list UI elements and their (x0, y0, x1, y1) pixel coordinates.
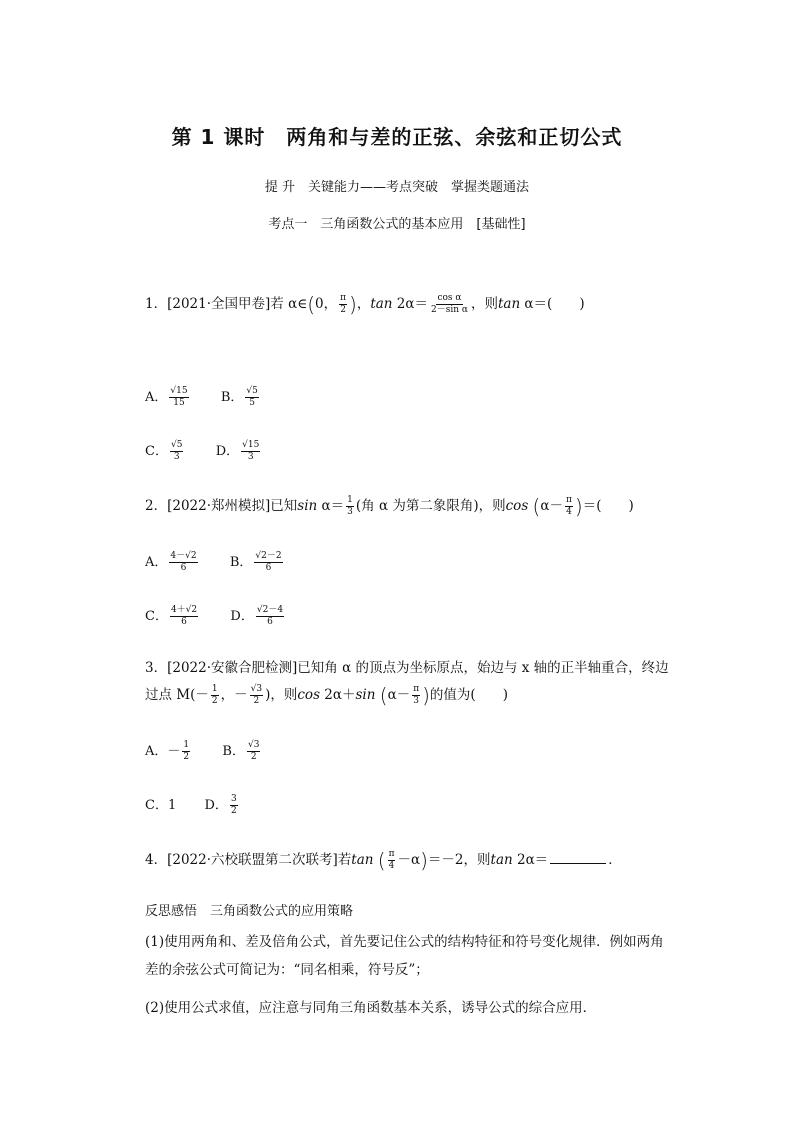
option-b-label: B． (220, 390, 244, 405)
question-source: [2022·郑州模拟] (167, 498, 271, 514)
paren: ) (574, 494, 583, 519)
option-d-value (230, 794, 238, 817)
q3-options-ab (145, 740, 262, 763)
denominator: 15 (173, 398, 185, 408)
option-a-value (169, 386, 188, 409)
option-b-value (254, 551, 282, 574)
denominator: 3 (413, 696, 420, 706)
option-d-value (256, 605, 284, 628)
denominator: 2 (230, 806, 237, 816)
numerator: √15 (170, 386, 188, 396)
numerator: 4－√2 (170, 551, 197, 561)
denominator: 4 (388, 861, 395, 871)
question-number: 4． (145, 852, 168, 868)
text: ＝－2，则 (427, 852, 491, 868)
text: α＝( ) (520, 296, 585, 312)
paren: ( (379, 683, 388, 708)
sin-func: sin (355, 687, 376, 703)
denominator: 3 (173, 452, 180, 462)
paren: ) (349, 292, 357, 317)
denominator: 2 (340, 305, 346, 315)
paren: ( (377, 848, 386, 873)
question-1 (145, 292, 585, 317)
text: 2α＝ (512, 852, 549, 868)
option-d-value (241, 440, 260, 463)
q3-options-cd (145, 794, 240, 817)
numerator: √2－2 (255, 551, 282, 561)
numerator: π (565, 495, 572, 505)
paren: ) (420, 848, 428, 873)
text: 过点 M(－ (145, 687, 209, 703)
fraction (430, 293, 469, 316)
option-d-label: D． (230, 609, 254, 624)
question-number: 1． (145, 296, 168, 312)
option-b-value (247, 740, 260, 763)
text: －α (397, 852, 421, 868)
text: ． (608, 852, 622, 868)
text: α－ (540, 498, 563, 514)
text: 的值为( ) (429, 687, 508, 703)
option-a-value (182, 740, 190, 763)
question-4 (145, 848, 622, 873)
fraction (565, 495, 573, 518)
numerator: √15 (242, 440, 260, 450)
numerator: π (413, 684, 420, 694)
question-source: [2022·安徽合肥检测] (167, 660, 298, 676)
text: 已知角 α 的顶点为坐标原点，始边与 x 轴的正半轴重合，终边 (297, 660, 669, 676)
numerator: 1 (183, 740, 190, 750)
text: 若 α∈ (270, 296, 308, 312)
numerator: 4＋√2 (170, 605, 198, 615)
denominator: 4 (566, 507, 572, 517)
reflection-point-1: (1)使用两角和、差及倍角公式，首先要记住公式的结构特征和符号变化规律．例如两角差的余弦公式可简记为：“同名相乘，符号反”； (145, 934, 664, 978)
denominator: 2－sin α (431, 305, 468, 315)
text: α＝ (317, 498, 345, 514)
numerator: √2－4 (256, 605, 284, 615)
q1-options-ab (145, 386, 261, 409)
tan-func: tan (351, 852, 374, 868)
fraction (250, 684, 263, 707)
numerator: √3 (250, 684, 263, 694)
cos-func: cos (297, 687, 320, 703)
numerator: √5 (170, 440, 183, 450)
text: α－ (387, 687, 411, 703)
option-c-value (170, 440, 183, 463)
text: 已知 (270, 498, 298, 514)
sin-func: sin (297, 498, 318, 514)
text: ＝( ) (582, 498, 634, 514)
numerator: 1 (347, 495, 353, 505)
question-2 (145, 494, 634, 519)
section-heading: 考点一 三角函数公式的基本应用 [基础性] (268, 217, 526, 232)
option-a-label: A． (145, 555, 168, 570)
text: )，则 (265, 687, 298, 703)
cos-func: cos (505, 498, 529, 514)
numerator: 3 (230, 794, 237, 804)
question-3-line-1 (145, 656, 669, 676)
q1-options-cd (145, 440, 262, 463)
text: 2α＝ (392, 296, 428, 312)
option-c-label: C． (145, 444, 168, 459)
tan-func: tan (490, 852, 513, 868)
question-source: [2021·全国甲卷] (167, 296, 271, 312)
question-number: 2． (145, 498, 168, 514)
fraction (388, 849, 396, 872)
q2-options-cd (145, 605, 286, 628)
fraction (339, 293, 347, 316)
numerator: π (340, 293, 347, 303)
tan-func: tan (370, 296, 393, 312)
denominator: 6 (265, 563, 272, 573)
option-b-label: B． (229, 555, 253, 570)
denominator: 6 (267, 617, 273, 627)
denominator: 6 (181, 617, 187, 627)
question-number: 3． (145, 660, 168, 676)
text: ，则 (470, 296, 498, 312)
option-a-label: A．－ (145, 744, 181, 759)
text: ，－ (220, 687, 248, 703)
page-title: 第 1 课时 两角和与差的正弦、余弦和正切公式 (171, 125, 623, 149)
tan-func: tan (497, 296, 521, 312)
text: (角 α 为第二象限角)，则 (355, 498, 506, 514)
text: 0， (315, 296, 338, 312)
option-c-label: C． (145, 609, 168, 624)
numerator: π (388, 849, 395, 859)
paren: ) (422, 683, 430, 708)
paren: ( (307, 292, 315, 317)
numerator: √5 (246, 386, 258, 396)
answer-blank[interactable] (550, 851, 606, 864)
reflection-heading: 反思感悟 三角函数公式的应用策略 (145, 904, 354, 919)
denominator: 2 (250, 752, 257, 762)
denominator: 3 (247, 452, 254, 462)
denominator: 3 (347, 507, 353, 517)
option-b-value (245, 386, 258, 409)
q2-options-ab (145, 551, 285, 574)
reflection-point-2: (2)使用公式求值，应注意与同角三角函数基本关系，诱导公式的综合应用． (145, 1000, 597, 1016)
option-b-label: B． (222, 744, 245, 759)
denominator: 6 (180, 563, 187, 573)
page-subtitle: 提 升 关键能力——考点突破 掌握类题通法 (264, 180, 530, 195)
fraction (412, 684, 420, 707)
option-d-label: D． (204, 798, 228, 813)
option-c-label: C．1 (145, 798, 177, 813)
numerator: cos α (437, 293, 462, 303)
question-source: [2022·六校联盟第二次联考] (167, 852, 338, 868)
denominator: 2 (253, 696, 260, 706)
text: ， (356, 296, 371, 312)
question-3-line-2 (145, 683, 508, 708)
numerator: √3 (247, 740, 260, 750)
option-c-value (170, 605, 198, 628)
text: 若 (337, 852, 352, 868)
text: 2α＋ (320, 687, 356, 703)
option-a-value (169, 551, 197, 574)
fraction (211, 684, 219, 707)
numerator: 1 (211, 684, 218, 694)
denominator: 5 (249, 398, 256, 408)
option-d-label: D． (215, 444, 240, 459)
fraction (346, 495, 354, 518)
option-a-label: A． (145, 390, 168, 405)
denominator: 2 (211, 696, 218, 706)
paren: ( (532, 494, 541, 519)
denominator: 2 (183, 752, 190, 762)
